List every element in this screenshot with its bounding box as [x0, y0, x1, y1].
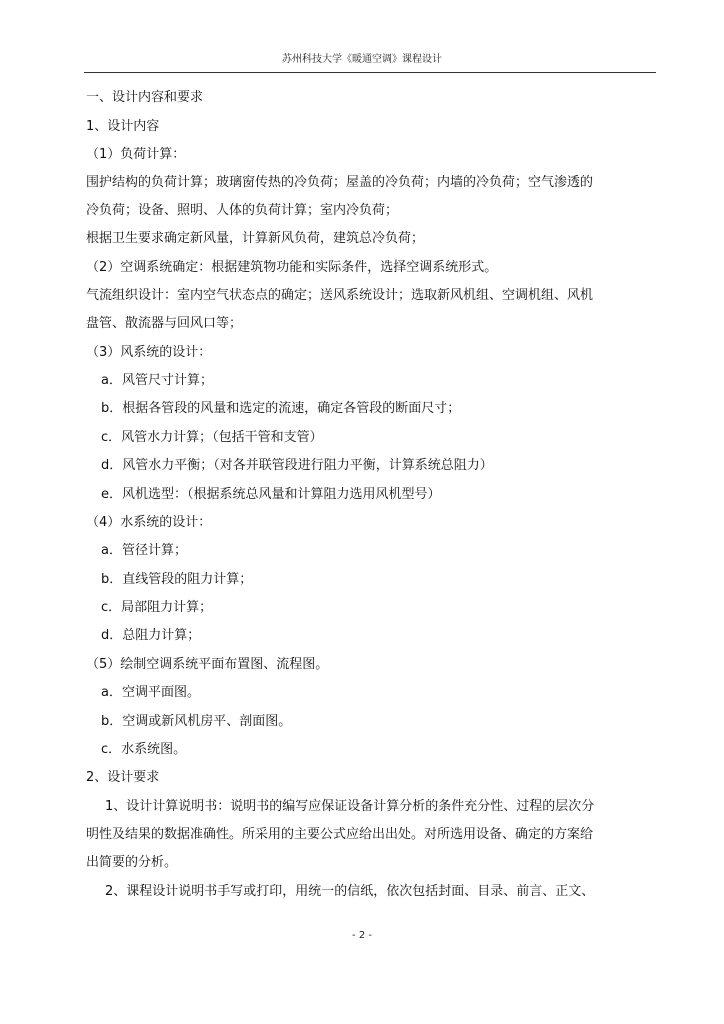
text-line: 围护结构的负荷计算；玻璃窗传热的冷负荷；屋盖的冷负荷；内墙的冷负荷；空气渗透的	[86, 175, 594, 190]
section-heading: 一、设计内容和要求	[86, 90, 204, 105]
list-item: a．风管尺寸计算；	[101, 373, 213, 388]
list-item: b．根据各管段的风量和选定的流速，确定各管段的断面尺寸；	[101, 401, 461, 416]
text-line: （2）空调系统确定：根据建筑物功能和实际条件，选择空调系统形式。	[86, 260, 498, 275]
paragraph-line: 出简要的分析。	[86, 855, 178, 870]
page-number: - 2 -	[352, 930, 372, 941]
text-line: （1）负荷计算：	[86, 147, 186, 162]
text-line: （4）水系统的设计：	[86, 515, 212, 530]
text-line: 气流组织设计：室内空气状态点的确定；送风系统设计；选取新风机组、空调机组、风机	[86, 288, 594, 303]
list-item: b．直线管段的阻力计算；	[101, 572, 253, 587]
text-line: 冷负荷；设备、照明、人体的负荷计算；室内冷负荷；	[86, 203, 399, 218]
list-item: d．总阻力计算；	[101, 628, 201, 643]
list-item: c．水系统图。	[101, 742, 187, 757]
text-line: 盘管、散流器与回风口等；	[86, 316, 243, 331]
subsection-heading: 1、设计内容	[86, 119, 160, 134]
header-rule	[84, 72, 656, 73]
list-item: d．风管水力平衡；（对各并联管段进行阻力平衡，计算系统总阻力）	[101, 458, 493, 473]
paragraph-line: 明性及结果的数据准确性。所采用的主要公式应给出出处。对所选用设备、确定的方案给	[86, 827, 594, 842]
paragraph-line: 2、课程设计说明书手写或打印，用统一的信纸，依次包括封面、目录、前言、正文、	[105, 884, 595, 899]
text-line: （3）风系统的设计：	[86, 345, 212, 360]
list-item: c．局部阻力计算；	[101, 600, 213, 615]
list-item: e．风机选型：（根据系统总风量和计算阻力选用风机型号）	[101, 487, 441, 502]
paragraph-line: 1、设计计算说明书：说明书的编写应保证设备计算分析的条件充分性、过程的层次分	[105, 799, 595, 814]
list-item: a．管径计算；	[101, 543, 187, 558]
subsection-heading: 2、设计要求	[86, 770, 160, 785]
list-item: c．风管水力计算；（包括干管和支管）	[101, 430, 323, 445]
list-item: b．空调或新风机房平、剖面图。	[101, 714, 292, 729]
text-line: （5）绘制空调系统平面布置图、流程图。	[86, 657, 329, 672]
page-header: 苏州科技大学《暖通空调》课程设计	[282, 54, 442, 65]
list-item: a．空调平面图。	[101, 685, 200, 700]
text-line: 根据卫生要求确定新风量，计算新风负荷，建筑总冷负荷；	[86, 231, 425, 246]
